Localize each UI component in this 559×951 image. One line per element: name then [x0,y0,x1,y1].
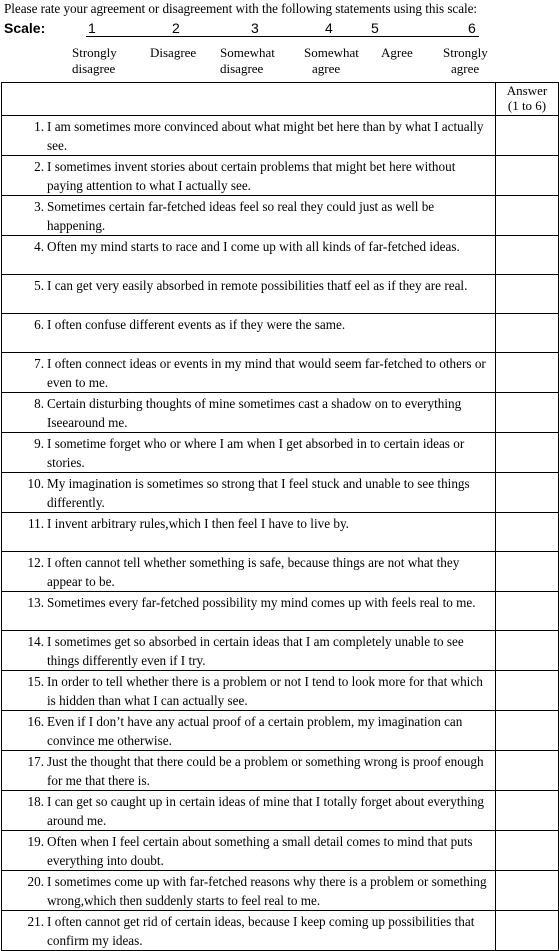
statement-cell [2,592,496,631]
table-row [2,552,559,592]
statement-cell [2,353,496,393]
statement-cell [2,196,496,236]
answer-cell[interactable] [496,631,559,671]
statement-cell [2,433,496,473]
statement-number: 21. [27,914,44,929]
statement-number: 4. [34,239,44,254]
statement-cell [2,751,496,791]
answer-cell[interactable] [496,831,559,871]
statement-cell [2,871,496,911]
statement-cell [2,156,496,196]
answer-cell[interactable] [496,236,559,275]
statement-text: I can get so caught up in certain ideas of mine that I totally forget about everything around me. [47,794,485,828]
answer-cell[interactable] [496,116,559,156]
statement-text: My imagination is sometimes so strong that I feel stuck and unable to see things differently. [47,476,470,510]
table-row [2,353,559,393]
statement-cell [2,473,496,513]
scale-label-6: Strongly agree [443,45,488,76]
scale-number-3: 3 [251,20,259,36]
table-row [2,871,559,911]
table-row [2,314,559,353]
table-row [2,236,559,275]
statement-number: 1. [34,119,44,134]
statements-table [1,82,559,951]
statement-text: Sometimes every far-fetched possibility my mind comes up with feels real to me. [47,595,476,610]
scale-label-1: Strongly disagree [72,45,117,76]
scale-label-2: Disagree [150,45,197,60]
table-row [2,671,559,711]
answer-cell[interactable] [496,751,559,791]
statement-text: I invent arbitrary rules,which I then feel I have to live by. [47,516,349,531]
statement-text: I often cannot get rid of certain ideas, because I keep coming up possibilities that confirm my ideas. [47,914,475,948]
table-header-row [2,83,559,116]
scale-label-5: Agree [381,45,413,60]
answer-cell[interactable] [496,314,559,353]
table-row [2,196,559,236]
scale-title: Scale: [4,20,46,36]
statement-text: I am sometimes more convinced about what might bet here than by what I actually see. [47,119,484,153]
statement-number: 13. [27,595,44,610]
statement-text: In order to tell whether there is a problem or not I tend to look more for that which is hidden than what I can actually see. [47,674,483,708]
statement-number: 11. [28,516,44,531]
answer-cell[interactable] [496,433,559,473]
answer-cell[interactable] [496,911,559,951]
scale-number-4: 4 [325,20,333,36]
statement-number: 15. [27,674,44,689]
statement-number: 2. [34,159,44,174]
scale-number-1: 1 [88,20,96,36]
answer-cell[interactable] [496,275,559,314]
answer-cell[interactable] [496,473,559,513]
statement-cell [2,631,496,671]
table-row [2,433,559,473]
statement-number: 14. [27,634,44,649]
scale-number-5: 5 [371,20,379,36]
table-row [2,631,559,671]
answer-cell[interactable] [496,592,559,631]
header-answer-cell: Answer (1 to 6) [496,83,559,116]
answer-cell[interactable] [496,871,559,911]
answer-cell[interactable] [496,156,559,196]
statement-cell [2,275,496,314]
statement-number: 20. [27,874,44,889]
answer-cell[interactable] [496,791,559,831]
scale-underline [86,36,479,37]
statement-number: 6. [34,317,44,332]
statement-number: 3. [34,199,44,214]
scale-number-6: 6 [468,20,476,36]
statement-number: 10. [27,476,44,491]
statement-number: 18. [27,794,44,809]
statement-cell [2,711,496,751]
statement-text: I often confuse different events as if they were the same. [47,317,346,332]
answer-cell[interactable] [496,711,559,751]
statement-text: Often my mind starts to race and I come up with all kinds of far-fetched ideas. [47,239,460,254]
statement-number: 12. [27,555,44,570]
statement-text: Certain disturbing thoughts of mine sometimes cast a shadow on to everything Iseearound me. [47,396,462,430]
statement-number: 17. [27,754,44,769]
statement-cell [2,513,496,552]
statement-text: Even if I don’t have any actual proof of a certain problem, my imagination can convince me otherwise. [47,714,463,748]
table-row [2,831,559,871]
scale-number-2: 2 [172,20,180,36]
header-statement-cell [2,83,496,116]
answer-cell[interactable] [496,513,559,552]
instruction-text: Please rate your agreement or disagreement with the following statements using this scale: [4,1,478,16]
statement-text: I sometimes come up with far-fetched reasons why there is a problem or something wrong,which then suddenly starts to feel real to me. [47,874,487,908]
table-row [2,592,559,631]
statement-cell [2,393,496,433]
table-row [2,711,559,751]
statement-cell [2,116,496,156]
statement-text: I often connect ideas or events in my mind that would seem far-fetched to others or even to me. [47,356,486,390]
table-row [2,751,559,791]
statement-text: I can get very easily absorbed in remote possibilities thatf eel as if they are real. [47,278,468,293]
answer-cell[interactable] [496,353,559,393]
statement-cell [2,791,496,831]
statement-cell [2,911,496,951]
table-row [2,393,559,433]
statement-text: I often cannot tell whether something is safe, because things are not what they appear to be. [47,555,460,589]
statement-number: 19. [27,834,44,849]
statement-number: 9. [34,436,44,451]
table-row [2,473,559,513]
statement-text: Often when I feel certain about something a small detail comes to mind that puts everything into doubt. [47,834,473,868]
scale-label-3: Somewhat disagree [220,45,275,76]
table-row [2,275,559,314]
statement-text: Sometimes certain far-fetched ideas feel so real they could just as well be happening. [47,199,435,233]
table-row [2,911,559,951]
statement-cell [2,552,496,592]
scale-label-4: Somewhat agree [304,45,359,76]
statement-number: 5. [34,278,44,293]
answer-cell[interactable] [496,552,559,592]
statement-number: 7. [34,356,44,371]
statement-text: I sometimes get so absorbed in certain ideas that I am completely unable to see things differently even if I try. [47,634,464,668]
statement-number: 8. [34,396,44,411]
answer-cell[interactable] [496,196,559,236]
statement-text: I sometime forget who or where I am when I get absorbed in to certain ideas or stories. [47,436,465,470]
table-row [2,513,559,552]
table-row [2,791,559,831]
statement-cell [2,314,496,353]
statement-cell [2,236,496,275]
answer-cell[interactable] [496,393,559,433]
statement-text: I sometimes invent stories about certain problems that might bet here without paying attention to what I actually see. [47,159,456,193]
answer-cell[interactable] [496,671,559,711]
statement-number: 16. [27,714,44,729]
statement-text: Just the thought that there could be a problem or something wrong is proof enough for me that there is. [47,754,484,788]
statement-cell [2,671,496,711]
table-row [2,156,559,196]
statement-cell [2,831,496,871]
table-row [2,116,559,156]
